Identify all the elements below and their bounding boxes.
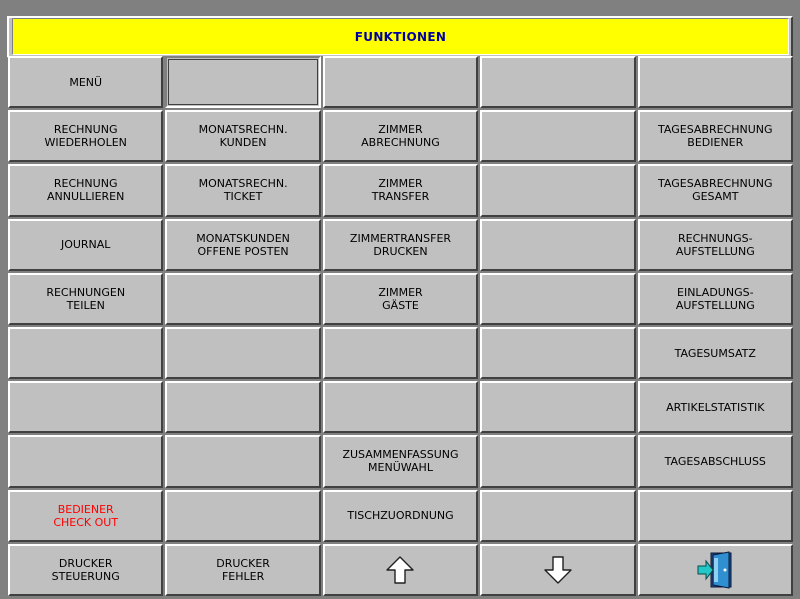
exit-button[interactable] <box>638 544 793 596</box>
tagesabrechnung-bediener-button[interactable]: TAGESABRECHNUNG BEDIENER <box>638 110 793 162</box>
drucker-fehler-button[interactable]: DRUCKER FEHLER <box>165 544 320 596</box>
zimmer-gaeste-button[interactable]: ZIMMER GÄSTE <box>323 273 478 325</box>
empty-button[interactable] <box>480 110 635 162</box>
exit-door-icon <box>695 544 735 596</box>
empty-button[interactable] <box>165 435 320 487</box>
empty-button[interactable] <box>638 56 793 108</box>
rechnungen-teilen-button[interactable]: RECHNUNGEN TEILEN <box>8 273 163 325</box>
zimmertransfer-drucken-button[interactable]: ZIMMERTRANSFER DRUCKEN <box>323 219 478 271</box>
monatsrechn-ticket-button[interactable]: MONATSRECHN. TICKET <box>165 164 320 216</box>
tischzuordnung-button[interactable]: TISCHZUORDNUNG <box>323 490 478 542</box>
empty-button[interactable] <box>480 381 635 433</box>
empty-button[interactable] <box>480 490 635 542</box>
empty-button[interactable] <box>165 273 320 325</box>
empty-button[interactable] <box>323 381 478 433</box>
empty-button[interactable] <box>480 164 635 216</box>
empty-button[interactable] <box>165 490 320 542</box>
empty-button[interactable] <box>8 381 163 433</box>
page-title: FUNKTIONEN <box>12 18 789 55</box>
empty-button[interactable] <box>8 435 163 487</box>
tagesabschluss-button[interactable]: TAGESABSCHLUSS <box>638 435 793 487</box>
scroll-down-button[interactable] <box>480 544 635 596</box>
empty-button[interactable] <box>480 435 635 487</box>
zusammenfassung-menuewahl-button[interactable]: ZUSAMMENFASSUNG MENÜWAHL <box>323 435 478 487</box>
artikelstatistik-button[interactable]: ARTIKELSTATISTIK <box>638 381 793 433</box>
empty-button[interactable] <box>480 56 635 108</box>
empty-input-field[interactable] <box>165 56 320 108</box>
empty-button[interactable] <box>638 490 793 542</box>
empty-button[interactable] <box>480 327 635 379</box>
empty-button[interactable] <box>165 327 320 379</box>
rechnungs-aufstellung-button[interactable]: RECHNUNGS- AUFSTELLUNG <box>638 219 793 271</box>
drucker-steuerung-button[interactable]: DRUCKER STEUERUNG <box>8 544 163 596</box>
zimmer-transfer-button[interactable]: ZIMMER TRANSFER <box>323 164 478 216</box>
tagesabrechnung-gesamt-button[interactable]: TAGESABRECHNUNG GESAMT <box>638 164 793 216</box>
monatsrechn-kunden-button[interactable]: MONATSRECHN. KUNDEN <box>165 110 320 162</box>
empty-button[interactable] <box>480 273 635 325</box>
empty-button[interactable] <box>165 381 320 433</box>
function-grid <box>8 56 793 596</box>
bediener-check-out-button[interactable]: BEDIENER CHECK OUT <box>8 490 163 542</box>
empty-button[interactable] <box>8 327 163 379</box>
monatskunden-offene-posten-button[interactable]: MONATSKUNDEN OFFENE POSTEN <box>165 219 320 271</box>
zimmer-abrechnung-button[interactable]: ZIMMER ABRECHNUNG <box>323 110 478 162</box>
scroll-up-button[interactable] <box>323 544 478 596</box>
empty-button[interactable] <box>323 56 478 108</box>
einladungs-aufstellung-button[interactable]: EINLADUNGS- AUFSTELLUNG <box>638 273 793 325</box>
journal-button[interactable]: JOURNAL <box>8 219 163 271</box>
menu-button[interactable]: MENÜ <box>8 56 163 108</box>
arrow-up-icon <box>384 544 416 596</box>
empty-button[interactable] <box>323 327 478 379</box>
arrow-down-icon <box>542 544 574 596</box>
empty-button[interactable] <box>480 219 635 271</box>
tagesumsatz-button[interactable]: TAGESUMSATZ <box>638 327 793 379</box>
rechnung-annullieren-button[interactable]: RECHNUNG ANNULLIEREN <box>8 164 163 216</box>
rechnung-wiederholen-button[interactable]: RECHNUNG WIEDERHOLEN <box>8 110 163 162</box>
